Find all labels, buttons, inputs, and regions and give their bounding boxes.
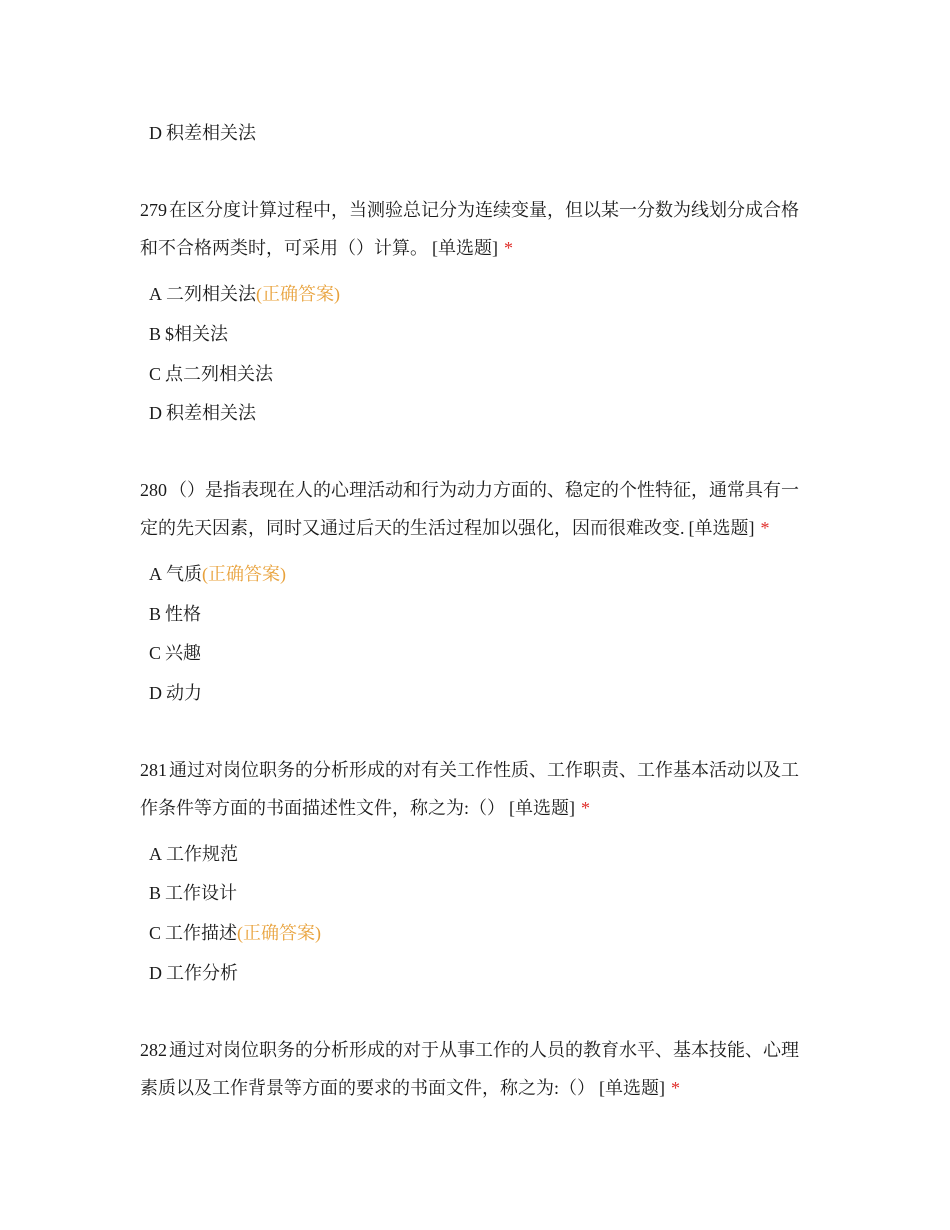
option-letter: B — [149, 324, 162, 344]
option-text: 气质 — [166, 564, 202, 584]
option-letter: C — [149, 364, 162, 384]
question-282 — [140, 1031, 815, 1107]
option-b — [149, 602, 201, 626]
option-text: 工作描述 — [165, 923, 238, 943]
option-b — [149, 881, 237, 905]
correct-answer-label: (正确答案) — [256, 284, 340, 304]
option-text: 工作分析 — [166, 963, 238, 983]
question-type-tag: [单选题] — [432, 238, 498, 258]
question-type-tag: [单选题] — [509, 798, 575, 818]
option-letter: D — [149, 403, 162, 423]
question-type-tag: [单选题] — [599, 1078, 665, 1098]
option-text: 点二列相关法 — [165, 364, 274, 384]
question-281 — [140, 751, 815, 827]
option-letter: B — [149, 883, 162, 903]
option-c — [149, 641, 201, 665]
option-c — [149, 921, 321, 945]
option-d — [149, 121, 256, 145]
option-text: 兴趣 — [165, 643, 202, 663]
option-text: 积差相关法 — [166, 123, 256, 143]
option-letter: D — [149, 123, 162, 143]
option-d — [149, 681, 202, 705]
correct-answer-label: (正确答案) — [237, 923, 322, 943]
option-text: 积差相关法 — [166, 403, 256, 423]
question-type-tag: [单选题] — [688, 518, 755, 538]
option-text: 二列相关法 — [166, 284, 256, 304]
option-letter: A — [149, 844, 162, 864]
correct-answer-label: (正确答案) — [202, 564, 286, 584]
question-text: 在区分度计算过程中，当测验总记分为连续变量，但以某一分数为线划分成合格和不合格两类时，可采用（）计算。 — [140, 200, 799, 258]
option-c — [149, 362, 273, 386]
option-letter: B — [149, 604, 162, 624]
option-text: $相关法 — [165, 324, 229, 344]
question-279 — [140, 191, 815, 267]
required-mark: * — [671, 1078, 680, 1098]
question-number: 282 — [140, 1040, 167, 1060]
option-a — [149, 562, 286, 586]
required-mark: * — [760, 518, 770, 538]
option-text: 工作规范 — [166, 844, 238, 864]
option-d — [149, 401, 256, 425]
question-number: 279 — [140, 200, 167, 220]
option-a — [149, 842, 238, 866]
option-letter: D — [149, 683, 162, 703]
question-number: 280 — [140, 480, 167, 500]
option-letter: A — [149, 284, 162, 304]
question-280 — [140, 471, 815, 547]
option-a — [149, 282, 340, 306]
option-text: 工作设计 — [165, 883, 238, 903]
option-letter: C — [149, 923, 162, 943]
required-mark: * — [581, 798, 590, 818]
option-letter: A — [149, 564, 162, 584]
option-letter: D — [149, 963, 162, 983]
question-text: 通过对岗位职务的分析形成的对有关工作性质、工作职责、工作基本活动以及工作条件等方面的书面描述性文件，称之为:（） — [140, 760, 799, 818]
option-letter: C — [149, 643, 162, 663]
option-text: 动力 — [166, 683, 202, 703]
question-text: 通过对岗位职务的分析形成的对于从事工作的人员的教育水平、基本技能、心理素质以及工作背景等方面的要求的书面文件，称之为:（） — [140, 1040, 799, 1098]
question-number: 281 — [140, 760, 167, 780]
option-text: 性格 — [165, 604, 202, 624]
required-mark: * — [504, 238, 513, 258]
option-d — [149, 961, 238, 985]
option-b — [149, 322, 228, 346]
question-text: （）是指表现在人的心理活动和行为动力方面的、稳定的个性特征，通常具有一定的先天因素，同时又通过后天的生活过程加以强化，因而很难改变. — [140, 480, 799, 538]
